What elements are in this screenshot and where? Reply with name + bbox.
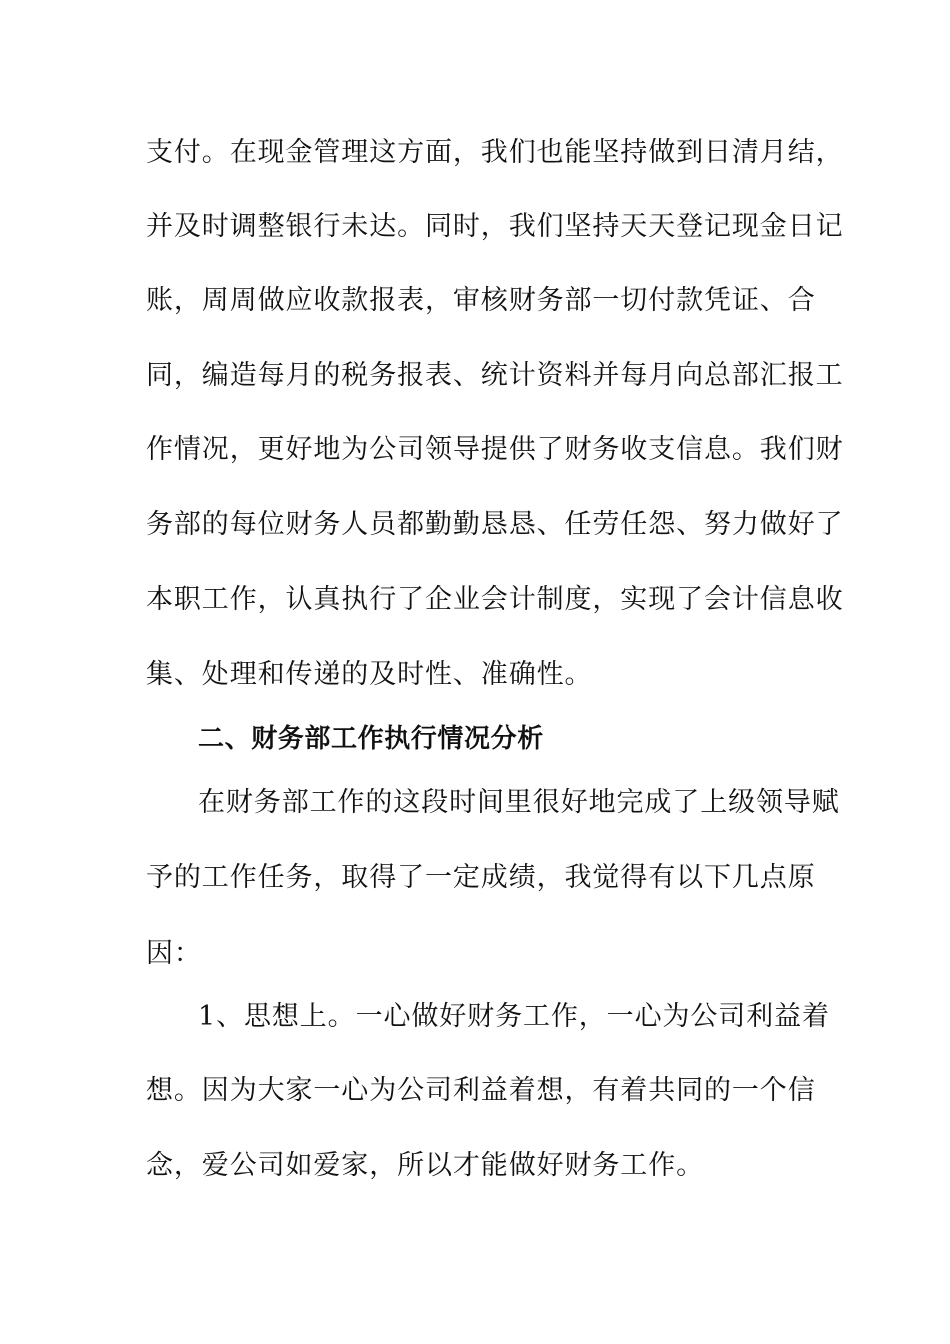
paragraph-line: 想。因为大家一心为公司利益着想，有着共同的一个信 [146,1075,816,1106]
list-item-line: 1、思想上。一心做好财务工作，一心为公司利益着 [198,1001,830,1032]
paragraph-line: 务部的每位财务人员都勤勤恳恳、任劳任怨、努力做好了 [146,509,844,540]
paragraph-line: 本职工作，认真执行了企业会计制度，实现了会计信息收 [146,584,844,615]
paragraph-line: 支付。在现金管理这方面，我们也能坚持做到日清月结， [146,137,844,168]
paragraph-line: 集、处理和传递的及时性、准确性。 [146,659,593,690]
paragraph-line: 予的工作任务，取得了一定成绩，我觉得有以下几点原 [146,862,816,893]
paragraph-line: 在财务部工作的这段时间里很好地完成了上级领导赋 [198,787,840,818]
paragraph-line: 同，编造每月的税务报表、统计资料并每月向总部汇报工 [146,360,844,391]
paragraph-line: 并及时调整银行未达。同时，我们坚持天天登记现金日记 [146,211,844,242]
paragraph-line: 账，周周做应收款报表，审核财务部一切付款凭证、合 [146,285,816,316]
paragraph-line: 因： [146,938,202,969]
section-heading: 二、财务部工作执行情况分析 [198,724,544,754]
paragraph-line: 念，爱公司如爱家，所以才能做好财务工作。 [146,1150,704,1181]
paragraph-line: 作情况，更好地为公司领导提供了财务收支信息。我们财 [146,434,844,465]
